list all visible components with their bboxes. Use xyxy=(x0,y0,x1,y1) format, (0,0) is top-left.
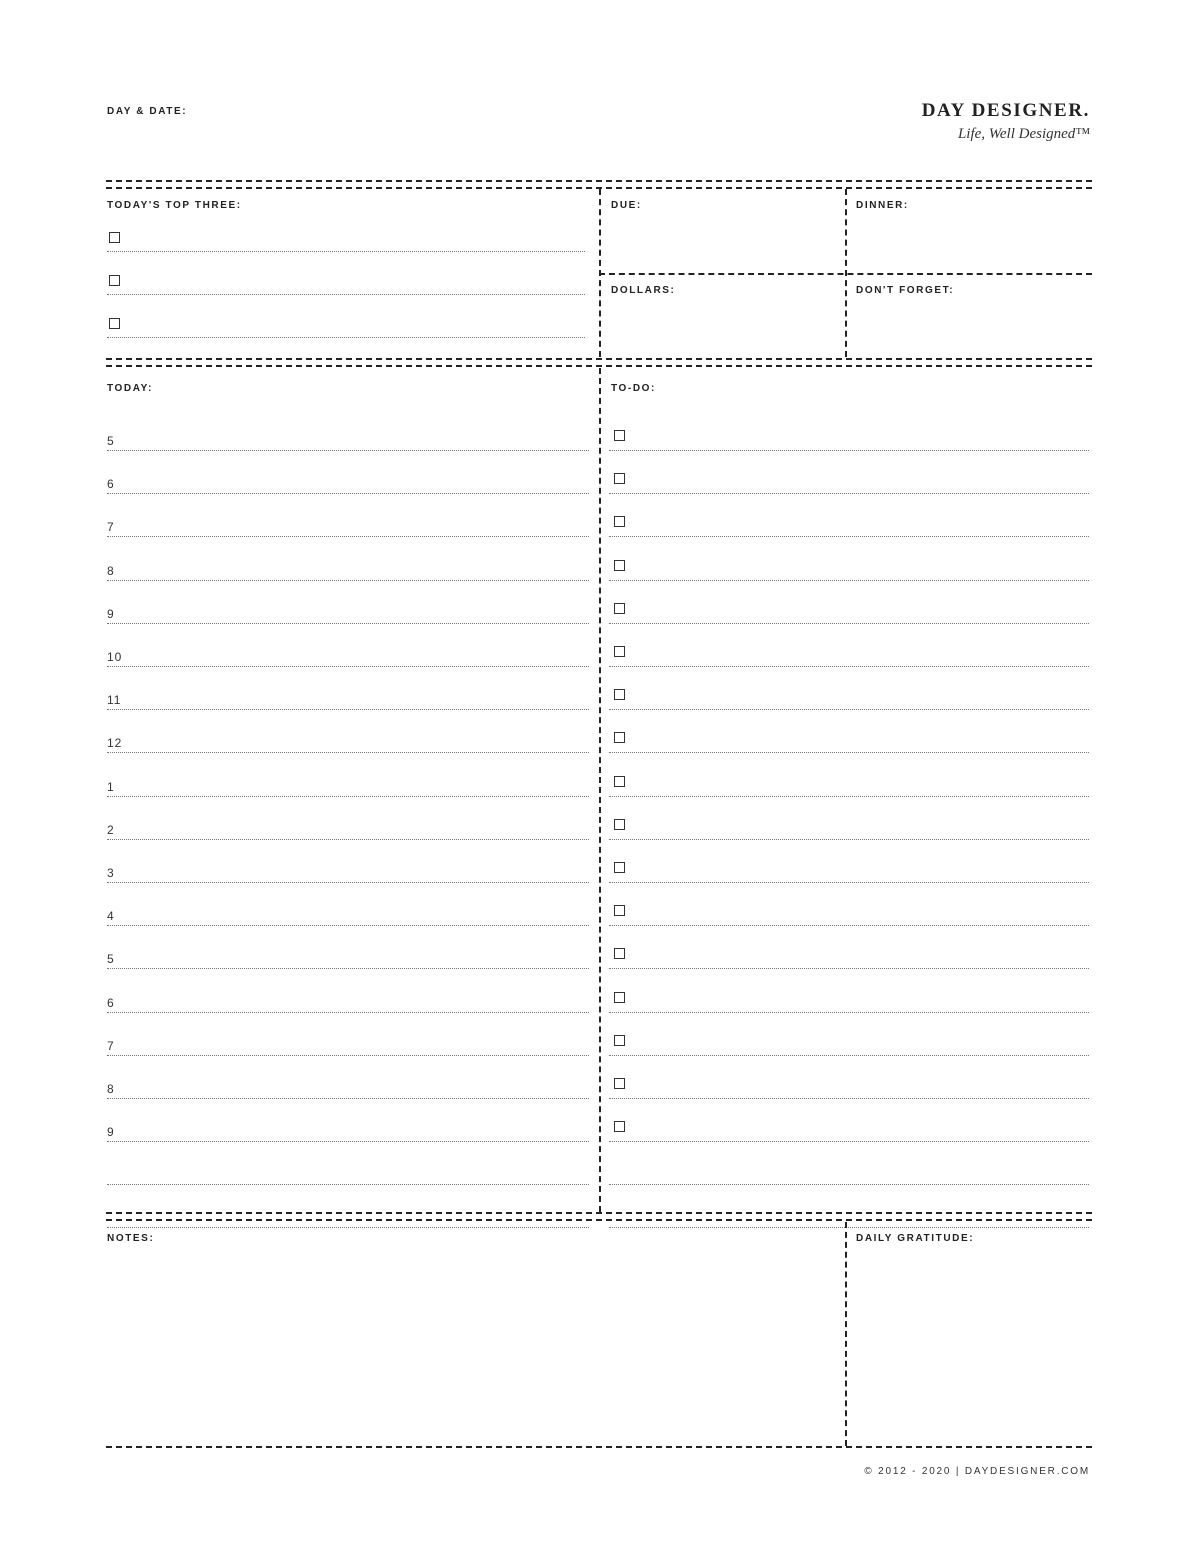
todo-line[interactable] xyxy=(609,709,1089,710)
section-divider-middle xyxy=(106,358,1092,367)
top-three-checkbox-3[interactable] xyxy=(109,318,120,329)
schedule-line[interactable] xyxy=(107,752,589,753)
todo-line[interactable] xyxy=(609,1141,1089,1142)
todo-checkbox[interactable] xyxy=(614,430,625,441)
schedule-line[interactable] xyxy=(107,623,589,624)
todo-line[interactable] xyxy=(609,752,1089,753)
todo-line[interactable] xyxy=(609,1012,1089,1013)
section-divider-final xyxy=(106,1446,1092,1448)
todo-line[interactable] xyxy=(609,493,1089,494)
due-label: DUE: xyxy=(611,200,642,211)
todo-line[interactable] xyxy=(609,1055,1089,1056)
todo-checkbox[interactable] xyxy=(614,516,625,527)
schedule-line[interactable] xyxy=(107,925,589,926)
section-divider-top xyxy=(106,180,1092,189)
today-label: TODAY: xyxy=(107,383,154,394)
top-three-checkbox-2[interactable] xyxy=(109,275,120,286)
hour-label: 8 xyxy=(107,1082,115,1096)
hour-label: 2 xyxy=(107,823,115,837)
todo-line[interactable] xyxy=(609,1098,1089,1099)
schedule-line[interactable] xyxy=(107,450,589,451)
todo-checkbox[interactable] xyxy=(614,992,625,1003)
todo-checkbox[interactable] xyxy=(614,473,625,484)
todo-line[interactable] xyxy=(609,796,1089,797)
todo-line[interactable] xyxy=(609,925,1089,926)
brand-logo: DAY DESIGNER. xyxy=(921,100,1090,121)
top-three-label: TODAY'S TOP THREE: xyxy=(107,200,242,211)
todo-checkbox[interactable] xyxy=(614,1121,625,1132)
hour-label: 10 xyxy=(107,650,123,664)
todo-line[interactable] xyxy=(609,536,1089,537)
todo-line[interactable] xyxy=(609,450,1089,451)
notes-label: NOTES: xyxy=(107,1233,155,1244)
notes-gratitude-divider xyxy=(845,1222,847,1446)
todo-line[interactable] xyxy=(609,968,1089,969)
todo-line[interactable] xyxy=(609,1184,1089,1185)
todo-line[interactable] xyxy=(609,580,1089,581)
hour-label: 9 xyxy=(107,1125,115,1139)
todo-line[interactable] xyxy=(609,623,1089,624)
todo-line[interactable] xyxy=(609,1227,1089,1228)
todo-checkbox[interactable] xyxy=(614,948,625,959)
todo-checkbox[interactable] xyxy=(614,1078,625,1089)
hour-label: 7 xyxy=(107,520,115,534)
gratitude-label: DAILY GRATITUDE: xyxy=(856,1233,975,1244)
todo-checkbox[interactable] xyxy=(614,689,625,700)
top-right-horizontal-divider xyxy=(599,273,1092,275)
schedule-todo-divider xyxy=(599,368,601,1212)
todo-checkbox[interactable] xyxy=(614,862,625,873)
schedule-line[interactable] xyxy=(107,882,589,883)
hour-label: 8 xyxy=(107,564,115,578)
hour-label: 4 xyxy=(107,909,115,923)
hour-label: 7 xyxy=(107,1039,115,1053)
todo-line[interactable] xyxy=(609,839,1089,840)
schedule-line[interactable] xyxy=(107,1184,589,1185)
hour-label: 11 xyxy=(107,693,122,707)
todo-checkbox[interactable] xyxy=(614,646,625,657)
todo-checkbox[interactable] xyxy=(614,560,625,571)
schedule-line[interactable] xyxy=(107,796,589,797)
hour-label: 6 xyxy=(107,996,115,1010)
top-three-line-3[interactable] xyxy=(107,337,585,338)
todo-line[interactable] xyxy=(609,666,1089,667)
todo-checkbox[interactable] xyxy=(614,603,625,614)
schedule-line[interactable] xyxy=(107,709,589,710)
todo-checkbox[interactable] xyxy=(614,905,625,916)
schedule-line[interactable] xyxy=(107,1012,589,1013)
schedule-line[interactable] xyxy=(107,968,589,969)
dinner-label: DINNER: xyxy=(856,200,909,211)
hour-label: 6 xyxy=(107,477,115,491)
dont-forget-label: DON'T FORGET: xyxy=(856,285,955,296)
copyright-footer: © 2012 - 2020 | DAYDESIGNER.COM xyxy=(864,1466,1090,1477)
todo-checkbox[interactable] xyxy=(614,1035,625,1046)
top-three-line-2[interactable] xyxy=(107,294,585,295)
brand-tagline: Life, Well Designed™ xyxy=(957,126,1090,142)
todo-label: TO-DO: xyxy=(611,383,656,394)
schedule-line[interactable] xyxy=(107,666,589,667)
schedule-line[interactable] xyxy=(107,839,589,840)
top-three-line-1[interactable] xyxy=(107,251,585,252)
day-date-label: DAY & DATE: xyxy=(107,106,188,117)
hour-label: 1 xyxy=(107,780,115,794)
hour-label: 5 xyxy=(107,434,115,448)
schedule-line[interactable] xyxy=(107,493,589,494)
schedule-line[interactable] xyxy=(107,536,589,537)
schedule-line[interactable] xyxy=(107,580,589,581)
todo-checkbox[interactable] xyxy=(614,776,625,787)
todo-checkbox[interactable] xyxy=(614,732,625,743)
hour-label: 3 xyxy=(107,866,115,880)
dollars-label: DOLLARS: xyxy=(611,285,676,296)
todo-line[interactable] xyxy=(609,882,1089,883)
schedule-line[interactable] xyxy=(107,1227,589,1228)
hour-label: 5 xyxy=(107,952,115,966)
schedule-line[interactable] xyxy=(107,1141,589,1142)
top-three-checkbox-1[interactable] xyxy=(109,232,120,243)
todo-checkbox[interactable] xyxy=(614,819,625,830)
hour-label: 12 xyxy=(107,736,123,750)
section-divider-bottom xyxy=(106,1212,1092,1221)
schedule-line[interactable] xyxy=(107,1055,589,1056)
hour-label: 9 xyxy=(107,607,115,621)
schedule-line[interactable] xyxy=(107,1098,589,1099)
